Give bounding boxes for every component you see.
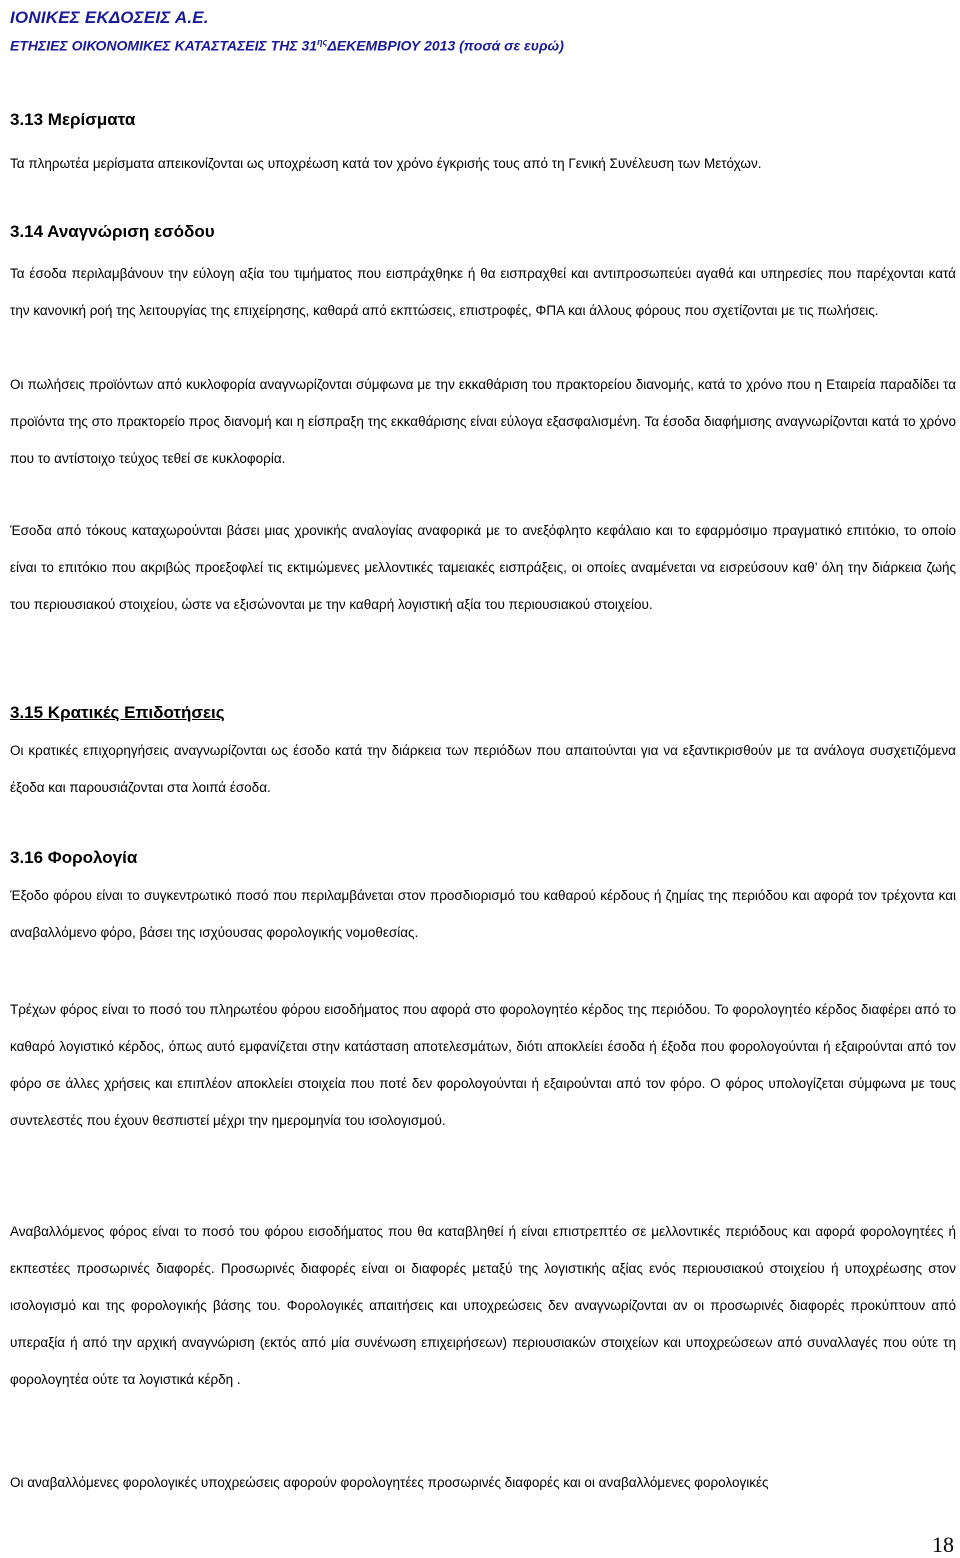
- section-3-14-paragraph-3: Έσοδα από τόκους καταχωρούνται βάσει μιας χρονικής αναλογίας αναφορικά με το ανεξόφλητο κεφάλαιο και το εφαρμόσιμο πραγματικό επιτόκιο, το οποίο είναι το επιτόκιο που ακριβώς προεξοφλεί τις εκτιμώμενες μελλοντικές ταμειακές εισπράξεις, οι οποίες αναμένεται να εισρεύσουν καθ’ όλη την διάρκεια ζωής του περιουσιακού στοιχείου, ώστε να εξισώνονται με την καθαρή λογιστική αξία του περιουσιακού στοιχείου.: [10, 523, 956, 612]
- report-subtitle: [10, 37, 564, 54]
- section-3-14-paragraph-2: Οι πωλήσεις προϊόντων από κυκλοφορία αναγνωρίζονται σύμφωνα με την εκκαθάριση του πρακτορείου διανομής, κατά το χρόνο που η Εταιρεία παραδίδει τα προϊόντα της στο πρακτορείο προς διανομή και η είσπραξη της εκκαθάρισης είναι εύλογα εξασφαλισμένη. Τα έσοδα διαφήμισης αναγνωρίζονται κατά το χρόνο που το αντίστοιχο τεύχος τεθεί σε κυκλοφορία.: [10, 377, 956, 466]
- section-3-16-paragraph-2: Τρέχων φόρος είναι το ποσό του πληρωτέου φόρου εισοδήματος που αφορά στο φορολογητέο κέρδος της περιόδου. Το φορολογητέο κέρδος διαφέρει από το καθαρό λογιστικό κέρδος, όπως αυτό εμφανίζεται στην κατάσταση αποτελεσμάτων, διότι αποκλείει έσοδα ή έξοδα που φορολογούνται ή εξαιρούνται από τον φόρο σε άλλες χρήσεις και επιπλέον αποκλείει στοιχεία που ποτέ δεν φορολογούνται ή εξαιρούνται από τον φόρο. Ο φόρος υπολογίζεται σύμφωνα με τους συντελεστές που έχουν θεσπιστεί μέχρι την ημερομηνία του ισολογισμού.: [10, 1002, 956, 1128]
- company-name: ΙΟΝΙΚΕΣ ΕΚΔΟΣΕΙΣ Α.Ε.: [10, 8, 209, 27]
- section-3-14-paragraph-1: Τα έσοδα περιλαμβάνουν την εύλογη αξία του τιμήματος που εισπράχθηκε ή θα εισπραχθεί και αντιπροσωπεύει αγαθά και υπηρεσίες που παρέχονται κατά την κανονική ροή της λειτουργίας της επιχείρησης, καθαρά από εκπτώσεις, επιστροφές, ΦΠΑ και άλλους φόρους που σχετίζονται με τις πωλήσεις.: [10, 266, 956, 318]
- subtitle-text-end: ΔΕΚΕΜΒΡΙΟΥ 2013 (ποσά σε ευρώ): [327, 37, 564, 54]
- section-3-14-heading: 3.14 Αναγνώριση εσόδου: [10, 222, 215, 241]
- section-3-15-heading: 3.15 Κρατικές Επιδοτήσεις: [10, 703, 225, 722]
- section-3-13-heading: 3.13 Μερίσματα: [10, 110, 136, 129]
- section-3-16-paragraph-1: Έξοδο φόρου είναι το συγκεντρωτικό ποσό που περιλαμβάνεται στον προσδιορισμό του καθαρού κέρδους ή ζημίας της περιόδου και αφορά τον τρέχοντα και αναβαλλόμενο φόρο, βάσει της ισχύουσας φορολογικής νομοθεσίας.: [10, 888, 956, 940]
- section-3-16-paragraph-4: Οι αναβαλλόμενες φορολογικές υποχρεώσεις αφορούν φορολογητέες προσωρινές διαφορές και οι αναβαλλόμενες φορολογικές: [10, 1475, 769, 1490]
- page-number: 18: [932, 1532, 954, 1557]
- section-3-15-paragraph: Οι κρατικές επιχορηγήσεις αναγνωρίζονται ως έσοδο κατά την διάρκεια των περιόδων που απαιτούνται για να εξαντικρισθούν με τα ανάλογα συσχετιζόμενα έξοδα και παρουσιάζονται στα λοιπά έσοδα.: [10, 743, 956, 795]
- section-3-16-heading: 3.16 Φορολογία: [10, 848, 138, 867]
- subtitle-ordinal: ης: [317, 37, 328, 47]
- subtitle-text: ΕΤΗΣΙΕΣ ΟΙΚΟΝΟΜΙΚΕΣ ΚΑΤΑΣΤΑΣΕΙΣ ΤΗΣ 31: [10, 37, 318, 54]
- section-3-16-paragraph-3: Αναβαλλόμενος φόρος είναι το ποσό του φόρου εισοδήματος που θα καταβληθεί ή είναι επιστρεπτέο σε μελλοντικές περιόδους και αφορά φορολογητέες ή εκπεστέες προσωρινές διαφορές. Προσωρινές διαφορές είναι οι διαφορές μεταξύ της λογιστικής αξίας ενός περιουσιακού στοιχείου ή υποχρέωσης στον ισολογισμό και της φορολογικής βάσης του. Φορολογικές απαιτήσεις και υποχρεώσεις δεν αναγνωρίζονται αν οι προσωρινές διαφορές προκύπτουν από υπεραξία ή από την αρχική αναγνώριση (εκτός από μία συνένωση επιχειρήσεων) περιουσιακών στοιχείων και υποχρεώσεων από συναλλαγές που ούτε τη φορολογητέα ούτε τα λογιστικά κέρδη .: [10, 1224, 956, 1387]
- section-3-13-paragraph: Τα πληρωτέα μερίσματα απεικονίζονται ως υποχρέωση κατά τον χρόνο έγκρισής τους από τη Γενική Συνέλευση των Μετόχων.: [10, 156, 762, 171]
